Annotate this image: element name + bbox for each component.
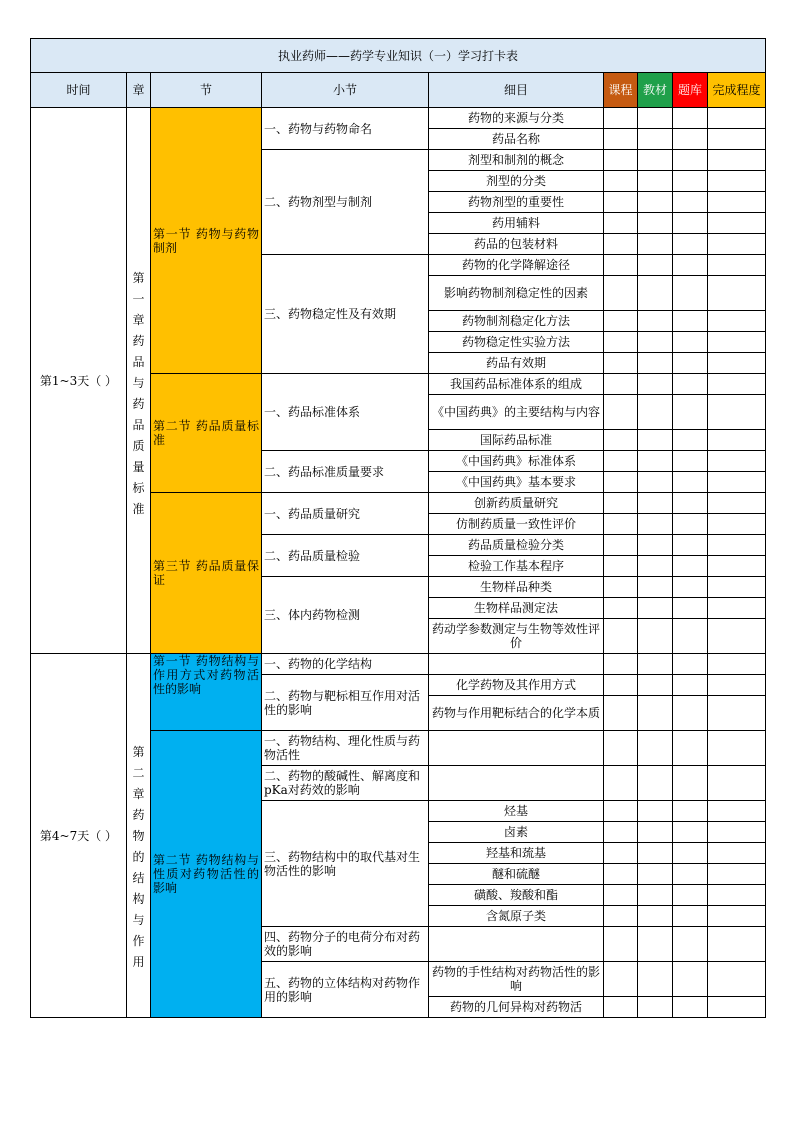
checkbox-textbook[interactable] [638, 997, 673, 1018]
checkbox-textbook[interactable] [638, 885, 673, 906]
checkbox-course[interactable] [604, 353, 638, 374]
checkbox-course[interactable] [604, 108, 638, 129]
detail-cell: 影响药物制剂稳定性的因素 [429, 276, 604, 311]
checkbox-course[interactable] [604, 801, 638, 822]
subsection-cell: 一、药物结构、理化性质与药物活性 [262, 731, 429, 766]
chapter-title: 第二章 药物的结构与作用 [132, 745, 145, 969]
checkbox-question-bank[interactable] [673, 556, 708, 577]
checkbox-textbook[interactable] [638, 472, 673, 493]
checkbox-textbook[interactable] [638, 577, 673, 598]
header-subsection: 小节 [262, 73, 429, 108]
checkbox-question-bank[interactable] [673, 822, 708, 843]
checkbox-completion[interactable] [708, 493, 766, 514]
checkbox-completion[interactable] [708, 108, 766, 129]
checkbox-question-bank[interactable] [673, 731, 708, 766]
checkbox-question-bank[interactable] [673, 927, 708, 962]
checkbox-question-bank[interactable] [673, 864, 708, 885]
detail-cell: 《中国药典》基本要求 [429, 472, 604, 493]
detail-cell: 我国药品标准体系的组成 [429, 374, 604, 395]
checkbox-question-bank[interactable] [673, 766, 708, 801]
subsection-cell: 二、药物与靶标相互作用对活性的影响 [262, 675, 429, 731]
checkbox-textbook[interactable] [638, 864, 673, 885]
checkbox-course[interactable] [604, 192, 638, 213]
checkbox-textbook[interactable] [638, 374, 673, 395]
detail-cell: 剂型和制剂的概念 [429, 150, 604, 171]
checkbox-question-bank[interactable] [673, 472, 708, 493]
checkbox-course[interactable] [604, 472, 638, 493]
detail-cell: 药物制剂稳定化方法 [429, 311, 604, 332]
checkbox-course[interactable] [604, 150, 638, 171]
checkbox-question-bank[interactable] [673, 255, 708, 276]
checkbox-course[interactable] [604, 374, 638, 395]
checkbox-course[interactable] [604, 255, 638, 276]
detail-cell: 药物的几何异构对药物活 [429, 997, 604, 1018]
checkbox-textbook[interactable] [638, 234, 673, 255]
detail-cell: 磺酸、羧酸和酯 [429, 885, 604, 906]
checkbox-question-bank[interactable] [673, 962, 708, 997]
subsection-cell: 二、药物的酸碱性、解离度和pKa对药效的影响 [262, 766, 429, 801]
checkbox-course[interactable] [604, 332, 638, 353]
checkbox-completion[interactable] [708, 885, 766, 906]
detail-cell: 创新药质量研究 [429, 493, 604, 514]
detail-cell: 药物稳定性实验方法 [429, 332, 604, 353]
detail-cell: 药品的包装材料 [429, 234, 604, 255]
checkbox-completion[interactable] [708, 766, 766, 801]
checkbox-textbook[interactable] [638, 129, 673, 150]
detail-cell: 药品名称 [429, 129, 604, 150]
checkbox-textbook[interactable] [638, 801, 673, 822]
checkbox-question-bank[interactable] [673, 451, 708, 472]
checkbox-course[interactable] [604, 822, 638, 843]
checkbox-textbook[interactable] [638, 108, 673, 129]
checkbox-textbook[interactable] [638, 843, 673, 864]
checkbox-textbook[interactable] [638, 731, 673, 766]
checkbox-question-bank[interactable] [673, 997, 708, 1018]
checkbox-question-bank[interactable] [673, 213, 708, 234]
detail-cell: 药物的手性结构对药物活性的影响 [429, 962, 604, 997]
detail-cell: 药用辅料 [429, 213, 604, 234]
checkbox-course[interactable] [604, 731, 638, 766]
checkbox-completion[interactable] [708, 374, 766, 395]
checkbox-course[interactable] [604, 675, 638, 696]
chapter-cell [127, 654, 151, 1018]
checkbox-question-bank[interactable] [673, 332, 708, 353]
section-cell: 第一节 药物与药物制剂 [151, 108, 262, 374]
checkbox-question-bank[interactable] [673, 696, 708, 731]
checkbox-course[interactable] [604, 213, 638, 234]
checkin-table [30, 38, 766, 1018]
checkbox-textbook[interactable] [638, 556, 673, 577]
checkbox-question-bank[interactable] [673, 129, 708, 150]
checkbox-completion[interactable] [708, 654, 766, 675]
checkbox-textbook[interactable] [638, 619, 673, 654]
detail-cell [429, 654, 604, 675]
detail-cell: 药物的化学降解途径 [429, 255, 604, 276]
checkbox-course[interactable] [604, 843, 638, 864]
checkbox-question-bank[interactable] [673, 108, 708, 129]
checkbox-completion[interactable] [708, 353, 766, 374]
detail-cell: 烃基 [429, 801, 604, 822]
checkbox-completion[interactable] [708, 927, 766, 962]
checkbox-course[interactable] [604, 927, 638, 962]
checkbox-completion[interactable] [708, 906, 766, 927]
detail-cell [429, 731, 604, 766]
checkbox-completion[interactable] [708, 962, 766, 997]
checkbox-textbook[interactable] [638, 598, 673, 619]
checkbox-textbook[interactable] [638, 766, 673, 801]
checkbox-course[interactable] [604, 577, 638, 598]
checkbox-completion[interactable] [708, 234, 766, 255]
checkbox-course[interactable] [604, 430, 638, 451]
detail-cell: 化学药物及其作用方式 [429, 675, 604, 696]
checkbox-completion[interactable] [708, 619, 766, 654]
checkbox-completion[interactable] [708, 451, 766, 472]
header-section: 节 [151, 73, 262, 108]
checkbox-question-bank[interactable] [673, 192, 708, 213]
detail-cell: 《中国药典》的主要结构与内容 [429, 395, 604, 430]
detail-cell: 国际药品标准 [429, 430, 604, 451]
detail-cell: 药物的来源与分类 [429, 108, 604, 129]
checkbox-completion[interactable] [708, 472, 766, 493]
subsection-cell: 三、药物稳定性及有效期 [262, 255, 429, 374]
checkbox-completion[interactable] [708, 311, 766, 332]
section-cell: 第一节 药物结构与作用方式对药物活性的影响 [151, 654, 262, 731]
checkbox-course[interactable] [604, 619, 638, 654]
checkbox-question-bank[interactable] [673, 906, 708, 927]
checkbox-textbook[interactable] [638, 514, 673, 535]
checkbox-question-bank[interactable] [673, 276, 708, 311]
checkbox-question-bank[interactable] [673, 514, 708, 535]
detail-cell: 剂型的分类 [429, 171, 604, 192]
checkbox-course[interactable] [604, 276, 638, 311]
checkbox-textbook[interactable] [638, 654, 673, 675]
checkbox-textbook[interactable] [638, 332, 673, 353]
checkbox-course[interactable] [604, 766, 638, 801]
detail-cell: 药动学参数测定与生物等效性评价 [429, 619, 604, 654]
checkbox-textbook[interactable] [638, 451, 673, 472]
section-cell: 第二节 药物结构与性质对药物活性的影响 [151, 731, 262, 1018]
checkbox-textbook[interactable] [638, 255, 673, 276]
chapter-cell [127, 108, 151, 654]
header-chapter: 章 [127, 73, 151, 108]
checkbox-completion[interactable] [708, 255, 766, 276]
checkbox-textbook[interactable] [638, 213, 673, 234]
checkbox-question-bank[interactable] [673, 171, 708, 192]
subsection-cell: 二、药品标准质量要求 [262, 451, 429, 493]
checkbox-textbook[interactable] [638, 192, 673, 213]
subsection-cell: 四、药物分子的电荷分布对药效的影响 [262, 927, 429, 962]
checkbox-course[interactable] [604, 696, 638, 731]
checkbox-textbook[interactable] [638, 493, 673, 514]
checkbox-completion[interactable] [708, 843, 766, 864]
detail-cell: 含氮原子类 [429, 906, 604, 927]
subsection-cell: 五、药物的立体结构对药物作用的影响 [262, 962, 429, 1018]
detail-cell: 生物样品种类 [429, 577, 604, 598]
header-textbook: 教材 [638, 73, 673, 108]
checkbox-question-bank[interactable] [673, 311, 708, 332]
header-completion: 完成程度 [708, 73, 766, 108]
checkbox-completion[interactable] [708, 577, 766, 598]
checkbox-completion[interactable] [708, 150, 766, 171]
section-cell: 第三节 药品质量保证 [151, 493, 262, 654]
detail-cell: 生物样品测定法 [429, 598, 604, 619]
checkbox-textbook[interactable] [638, 430, 673, 451]
detail-cell: 《中国药典》标准体系 [429, 451, 604, 472]
checkbox-completion[interactable] [708, 675, 766, 696]
header-time: 时间 [31, 73, 127, 108]
subsection-cell: 一、药品质量研究 [262, 493, 429, 535]
checkbox-completion[interactable] [708, 430, 766, 451]
checkbox-course[interactable] [604, 234, 638, 255]
checkbox-question-bank[interactable] [673, 577, 708, 598]
checkbox-question-bank[interactable] [673, 675, 708, 696]
checkbox-question-bank[interactable] [673, 395, 708, 430]
checkbox-textbook[interactable] [638, 906, 673, 927]
subsection-cell: 一、药品标准体系 [262, 374, 429, 451]
checkbox-course[interactable] [604, 311, 638, 332]
checkbox-course[interactable] [604, 885, 638, 906]
detail-cell: 仿制药质量一致性评价 [429, 514, 604, 535]
subsection-cell: 三、体内药物检测 [262, 577, 429, 654]
checkbox-question-bank[interactable] [673, 150, 708, 171]
checkbox-course[interactable] [604, 864, 638, 885]
checkbox-completion[interactable] [708, 822, 766, 843]
subsection-cell: 二、药品质量检验 [262, 535, 429, 577]
checkbox-question-bank[interactable] [673, 654, 708, 675]
header-detail: 细目 [429, 73, 604, 108]
detail-cell: 卤素 [429, 822, 604, 843]
checkbox-course[interactable] [604, 493, 638, 514]
header-question-bank: 题库 [673, 73, 708, 108]
detail-cell: 药物与作用靶标结合的化学本质 [429, 696, 604, 731]
chapter-title: 第一章 药品与药品质量标准 [132, 271, 145, 516]
checkbox-completion[interactable] [708, 556, 766, 577]
checkbox-question-bank[interactable] [673, 353, 708, 374]
checkbox-textbook[interactable] [638, 675, 673, 696]
header-course: 课程 [604, 73, 638, 108]
checkbox-question-bank[interactable] [673, 234, 708, 255]
detail-cell: 药物剂型的重要性 [429, 192, 604, 213]
detail-cell: 醚和硫醚 [429, 864, 604, 885]
checkbox-course[interactable] [604, 451, 638, 472]
checkbox-question-bank[interactable] [673, 535, 708, 556]
subsection-cell: 二、药物剂型与制剂 [262, 150, 429, 255]
detail-cell: 药品有效期 [429, 353, 604, 374]
checkbox-course[interactable] [604, 598, 638, 619]
checkbox-course[interactable] [604, 556, 638, 577]
checkbox-question-bank[interactable] [673, 619, 708, 654]
checkbox-completion[interactable] [708, 514, 766, 535]
checkbox-completion[interactable] [708, 192, 766, 213]
checkbox-course[interactable] [604, 654, 638, 675]
checkbox-completion[interactable] [708, 395, 766, 430]
checkbox-course[interactable] [604, 171, 638, 192]
checkbox-textbook[interactable] [638, 395, 673, 430]
checkbox-textbook[interactable] [638, 353, 673, 374]
checkbox-completion[interactable] [708, 801, 766, 822]
checkbox-question-bank[interactable] [673, 493, 708, 514]
checkbox-completion[interactable] [708, 129, 766, 150]
checkbox-question-bank[interactable] [673, 885, 708, 906]
time-cell: 第1~3天（ ） [31, 108, 127, 654]
checkbox-textbook[interactable] [638, 962, 673, 997]
table-title: 执业药师——药学专业知识（一）学习打卡表 [31, 39, 766, 73]
checkbox-textbook[interactable] [638, 927, 673, 962]
checkbox-completion[interactable] [708, 598, 766, 619]
checkbox-completion[interactable] [708, 171, 766, 192]
detail-cell [429, 766, 604, 801]
checkbox-textbook[interactable] [638, 276, 673, 311]
checkbox-completion[interactable] [708, 276, 766, 311]
subsection-cell: 一、药物的化学结构 [262, 654, 429, 675]
checkbox-course[interactable] [604, 535, 638, 556]
checkbox-textbook[interactable] [638, 696, 673, 731]
checkbox-question-bank[interactable] [673, 374, 708, 395]
checkbox-textbook[interactable] [638, 822, 673, 843]
checkbox-course[interactable] [604, 514, 638, 535]
checkbox-completion[interactable] [708, 213, 766, 234]
detail-cell: 药品质量检验分类 [429, 535, 604, 556]
subsection-cell: 一、药物与药物命名 [262, 108, 429, 150]
checkbox-textbook[interactable] [638, 150, 673, 171]
detail-cell: 检验工作基本程序 [429, 556, 604, 577]
checkbox-course[interactable] [604, 129, 638, 150]
checkbox-textbook[interactable] [638, 535, 673, 556]
checkbox-completion[interactable] [708, 696, 766, 731]
checkbox-question-bank[interactable] [673, 430, 708, 451]
checkbox-completion[interactable] [708, 731, 766, 766]
checkbox-completion[interactable] [708, 864, 766, 885]
detail-cell: 羟基和巯基 [429, 843, 604, 864]
time-cell: 第4~7天（ ） [31, 654, 127, 1018]
checkbox-textbook[interactable] [638, 311, 673, 332]
checkbox-completion[interactable] [708, 332, 766, 353]
checkbox-course[interactable] [604, 906, 638, 927]
detail-cell [429, 927, 604, 962]
checkbox-question-bank[interactable] [673, 801, 708, 822]
checkbox-course[interactable] [604, 395, 638, 430]
checkbox-completion[interactable] [708, 535, 766, 556]
subsection-cell: 三、药物结构中的取代基对生物活性的影响 [262, 801, 429, 927]
checkbox-textbook[interactable] [638, 171, 673, 192]
checkbox-completion[interactable] [708, 997, 766, 1018]
checkbox-course[interactable] [604, 997, 638, 1018]
section-cell: 第二节 药品质量标准 [151, 374, 262, 493]
checkbox-question-bank[interactable] [673, 843, 708, 864]
checkbox-question-bank[interactable] [673, 598, 708, 619]
checkbox-course[interactable] [604, 962, 638, 997]
